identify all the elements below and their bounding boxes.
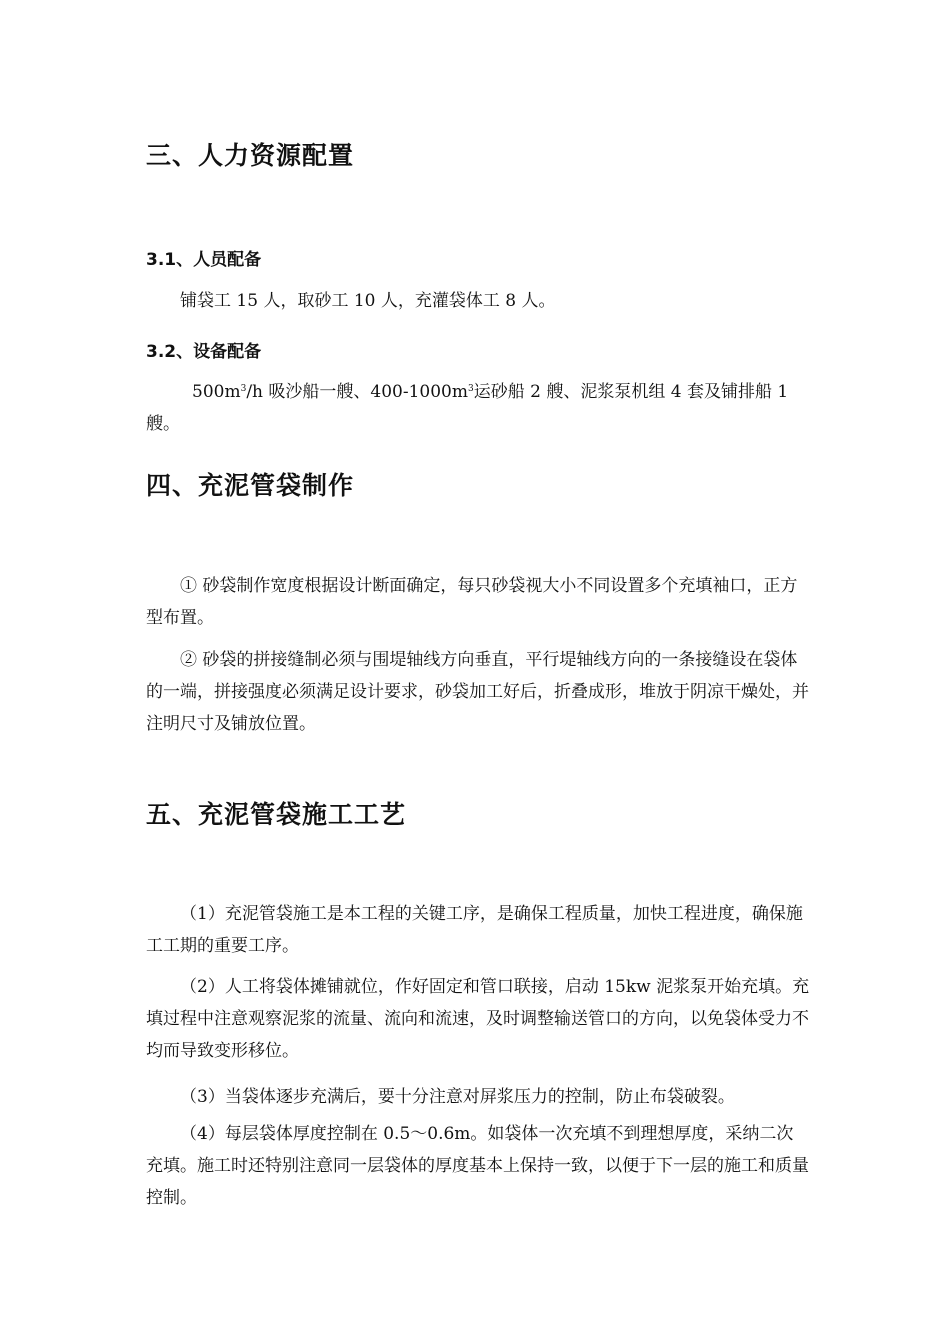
equipment-paragraph — [146, 376, 810, 440]
process-paragraph-3: （3）当袋体逐步充满后，要十分注意对屏浆压力的控制，防止布袋破裂。 — [180, 1087, 735, 1107]
equipment-text-3: 运砂船 2 艘、泥浆泵机组 4 套及铺排船 1 艘。 — [146, 382, 789, 434]
equipment-text-2: /h 吸沙船一艘、400-1000m — [246, 382, 468, 402]
section-4-heading: 四、充泥管袋制作 — [146, 471, 355, 500]
subsection-3-1-heading: 3.1、人员配备 — [146, 250, 262, 270]
equipment-text-1: 500m — [192, 382, 241, 402]
staffing-paragraph: 铺袋工 15 人，取砂工 10 人，充灌袋体工 8 人。 — [180, 291, 556, 311]
process-paragraph-1: （1）充泥管袋施工是本工程的关键工序，是确保工程质量，加快工程进度，确保施工工期的重要工序。 — [146, 904, 803, 956]
process-paragraph-4: （4）每层袋体厚度控制在 0.5～0.6m。如袋体一次充填不到理想厚度，采纳二次充填。施工时还特别注意同一层袋体的厚度基本上保持一致，以便于下一层的施工和质量控制。 — [146, 1124, 809, 1208]
superscript-cubic: 3 — [467, 384, 474, 394]
section-5-heading: 五、充泥管袋施工工艺 — [146, 800, 407, 829]
bag-making-paragraph-1: ① 砂袋制作宽度根据设计断面确定，每只砂袋视大小不同设置多个充填袖口，正方型布置。 — [146, 576, 798, 628]
superscript-cubic: 3 — [240, 384, 247, 394]
subsection-3-2-heading: 3.2、设备配备 — [146, 342, 262, 362]
process-paragraph-2: （2）人工将袋体摊铺就位，作好固定和管口联接，启动 15kw 泥浆泵开始充填。充填过程中注意观察泥浆的流量、流向和流速，及时调整输送管口的方向，以免袋体受力不均而导致变形移位。 — [146, 977, 810, 1061]
bag-making-paragraph-2: ② 砂袋的拼接缝制必须与围堤轴线方向垂直，平行堤轴线方向的一条接缝设在袋体的一端，拼接强度必须满足设计要求，砂袋加工好后，折叠成形，堆放于阴凉干燥处，并注明尺寸及铺放位置。 — [146, 650, 809, 734]
section-3-heading: 三、人力资源配置 — [146, 141, 355, 170]
